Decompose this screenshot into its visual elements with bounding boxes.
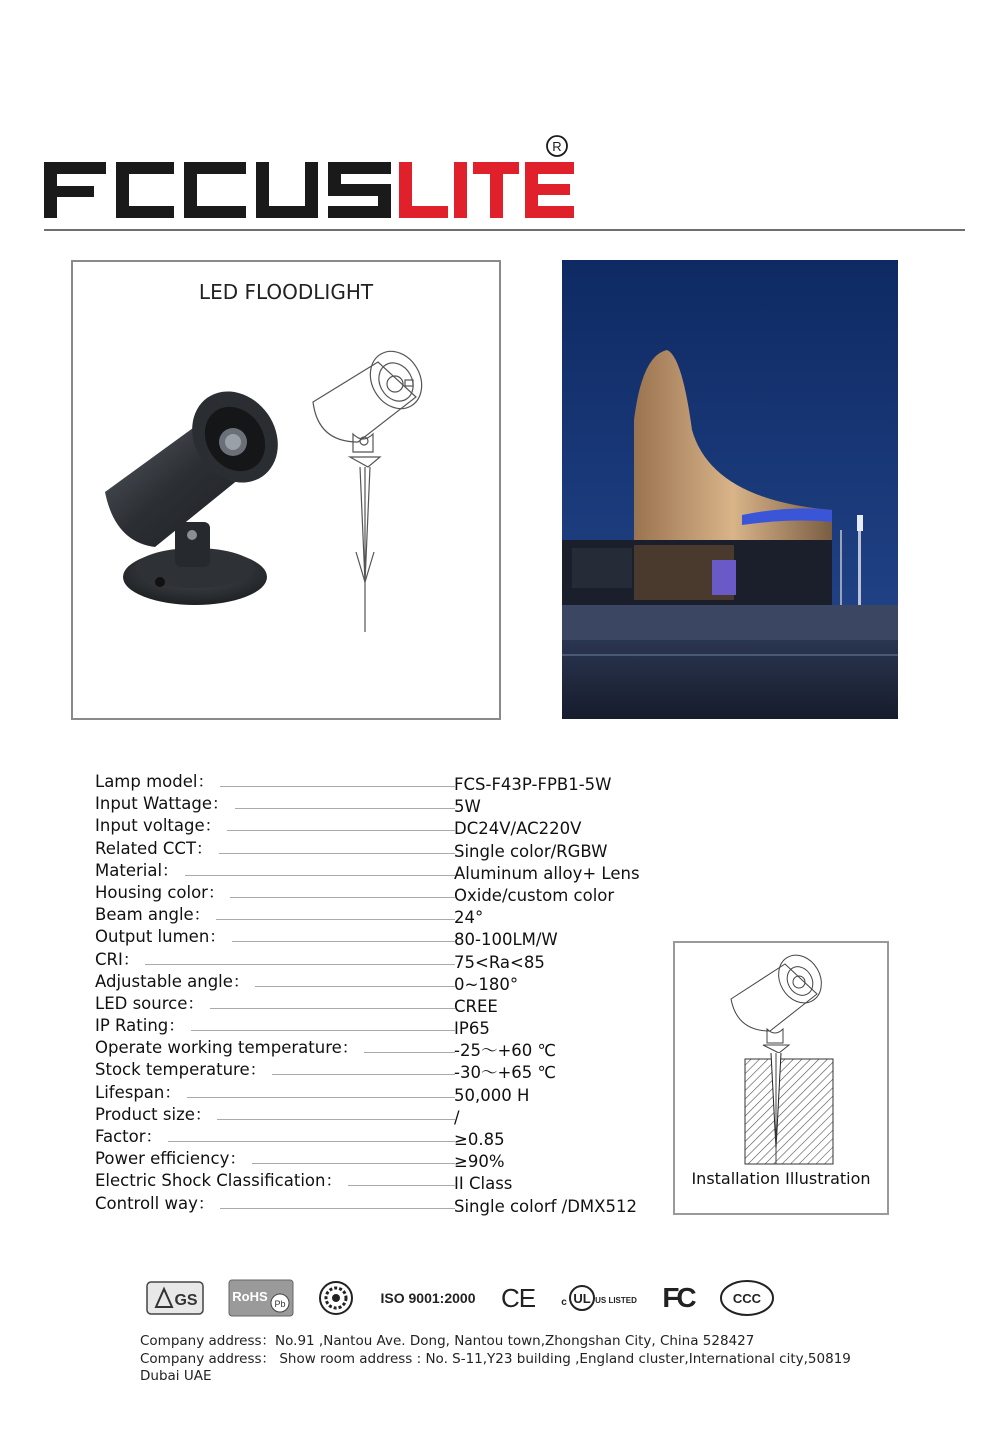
spec-label: Housing color： [95, 882, 230, 904]
ce-cert-text: CE [500, 1282, 536, 1313]
cqc-cert-icon [318, 1278, 354, 1318]
pb-cert-text: Pb [274, 1299, 286, 1309]
spec-row [95, 926, 655, 948]
spec-label: Lamp model： [95, 771, 220, 793]
spec-label: Product size： [95, 1104, 217, 1126]
spec-label: Factor： [95, 1126, 168, 1148]
iso-cert-text: ISO 9001:2000 [380, 1290, 476, 1306]
spec-label: LED source： [95, 993, 210, 1015]
gs-cert-text: GS [174, 1292, 198, 1309]
spec-row [95, 1193, 655, 1215]
spec-label: Lifespan： [95, 1082, 187, 1104]
installation-caption: Installation Illustration [691, 1169, 871, 1188]
company-address-line: Company address：No.91 ,Nantou Ave. Dong, Nantou town,Zhongshan City, China 528427 [140, 1333, 755, 1349]
product-title: LED FLOODLIGHT [198, 280, 374, 304]
spec-row [95, 882, 655, 904]
fc-cert [656, 1278, 700, 1318]
installation-illustration-box [673, 941, 889, 1215]
spec-row [95, 1148, 655, 1170]
spec-row [95, 1037, 655, 1059]
certification-logos [140, 1278, 790, 1318]
spec-label: Output lumen： [95, 926, 232, 948]
spec-value: 24° [454, 908, 484, 928]
logo-wordmark-dark [44, 162, 391, 218]
spec-value: / [454, 1107, 460, 1127]
spec-value: 5W [454, 797, 481, 817]
ul-cert-icon [558, 1278, 640, 1318]
spec-value: Oxide/custom color [454, 885, 615, 905]
header-divider [44, 229, 965, 231]
spec-value: Aluminum alloy+ Lens [454, 863, 640, 883]
spec-row [95, 1170, 655, 1192]
spec-value: ≥90% [454, 1152, 505, 1172]
logo-wordmark-red [399, 162, 574, 218]
spec-value: FCS-F43P-FPB1-5W [454, 775, 612, 794]
product-sketch-drawing [298, 342, 438, 642]
product-photo [95, 372, 285, 622]
spec-row [95, 793, 655, 815]
registered-mark-text: R [552, 139, 562, 154]
ul-c-text: c [561, 1297, 567, 1308]
spec-value: 0~180° [454, 974, 519, 994]
showroom-address-line: Company address： Show room address : No. S-11,Y23 building ,England cluster,International city,50819 Dubai UAE [140, 1350, 851, 1384]
spec-label: Operate working temperature： [95, 1037, 364, 1059]
spec-label: Material： [95, 860, 185, 882]
night-scene-photo [562, 260, 898, 719]
spec-value: IP65 [454, 1019, 490, 1039]
spec-table [95, 771, 655, 1215]
spec-label: Stock temperature： [95, 1059, 272, 1081]
spec-leader [95, 964, 455, 965]
spec-row [95, 949, 655, 971]
spec-label: Related CCT： [95, 838, 219, 860]
spec-row [95, 1104, 655, 1126]
gs-cert-icon [146, 1278, 204, 1318]
spec-value: 50,000 H [454, 1085, 530, 1105]
spec-row [95, 1015, 655, 1037]
iso-cert [374, 1278, 482, 1318]
product-illustration-box [71, 260, 501, 720]
spec-row [95, 971, 655, 993]
spec-row [95, 904, 655, 926]
spec-value: II Class [454, 1174, 513, 1194]
spec-label: Power efficiency： [95, 1148, 252, 1170]
spec-row [95, 771, 655, 793]
company-footer [140, 1333, 880, 1386]
spec-value: -25～+60 ℃ [454, 1041, 557, 1061]
spec-row [95, 1059, 655, 1081]
registered-mark-icon [547, 136, 567, 156]
spec-row [95, 1082, 655, 1104]
spec-value: CREE [454, 996, 498, 1016]
ccc-cert-icon [718, 1278, 776, 1318]
focuslite-logo [44, 130, 574, 225]
spec-label: Input Wattage： [95, 793, 235, 815]
ccc-cert-text: CCC [732, 1291, 762, 1306]
spec-label: Adjustable angle： [95, 971, 255, 993]
spec-value: -30～+65 ℃ [454, 1063, 557, 1083]
spec-label: Controll way： [95, 1193, 220, 1215]
installation-diagram [725, 949, 845, 1169]
spec-row [95, 993, 655, 1015]
rohs-cert-text: RoHS [232, 1289, 268, 1304]
spec-row [95, 1126, 655, 1148]
spec-value: Single color/RGBW [454, 841, 608, 861]
spec-row [95, 838, 655, 860]
spec-value: Single colorf /DMX512 [454, 1196, 637, 1216]
spec-row [95, 860, 655, 882]
spec-value: 75<Ra<85 [454, 952, 545, 972]
spec-value: ≥0.85 [454, 1130, 505, 1149]
spec-label: IP Rating： [95, 1015, 191, 1037]
spec-value: 80-100LM/W [454, 930, 558, 950]
spec-label: Beam angle： [95, 904, 216, 926]
fc-cert-text: FC [662, 1282, 694, 1313]
ce-cert [498, 1278, 538, 1318]
spec-label: Electric Shock Classification： [95, 1170, 348, 1192]
rohs-cert-icon [228, 1278, 294, 1318]
ul-listed-text: US LISTED [595, 1296, 637, 1305]
spec-label: CRI： [95, 949, 145, 971]
ul-cert-text: UL [573, 1291, 591, 1306]
spec-label: Input voltage： [95, 815, 227, 837]
spec-value: DC24V/AC220V [454, 819, 582, 839]
spec-row [95, 815, 655, 837]
